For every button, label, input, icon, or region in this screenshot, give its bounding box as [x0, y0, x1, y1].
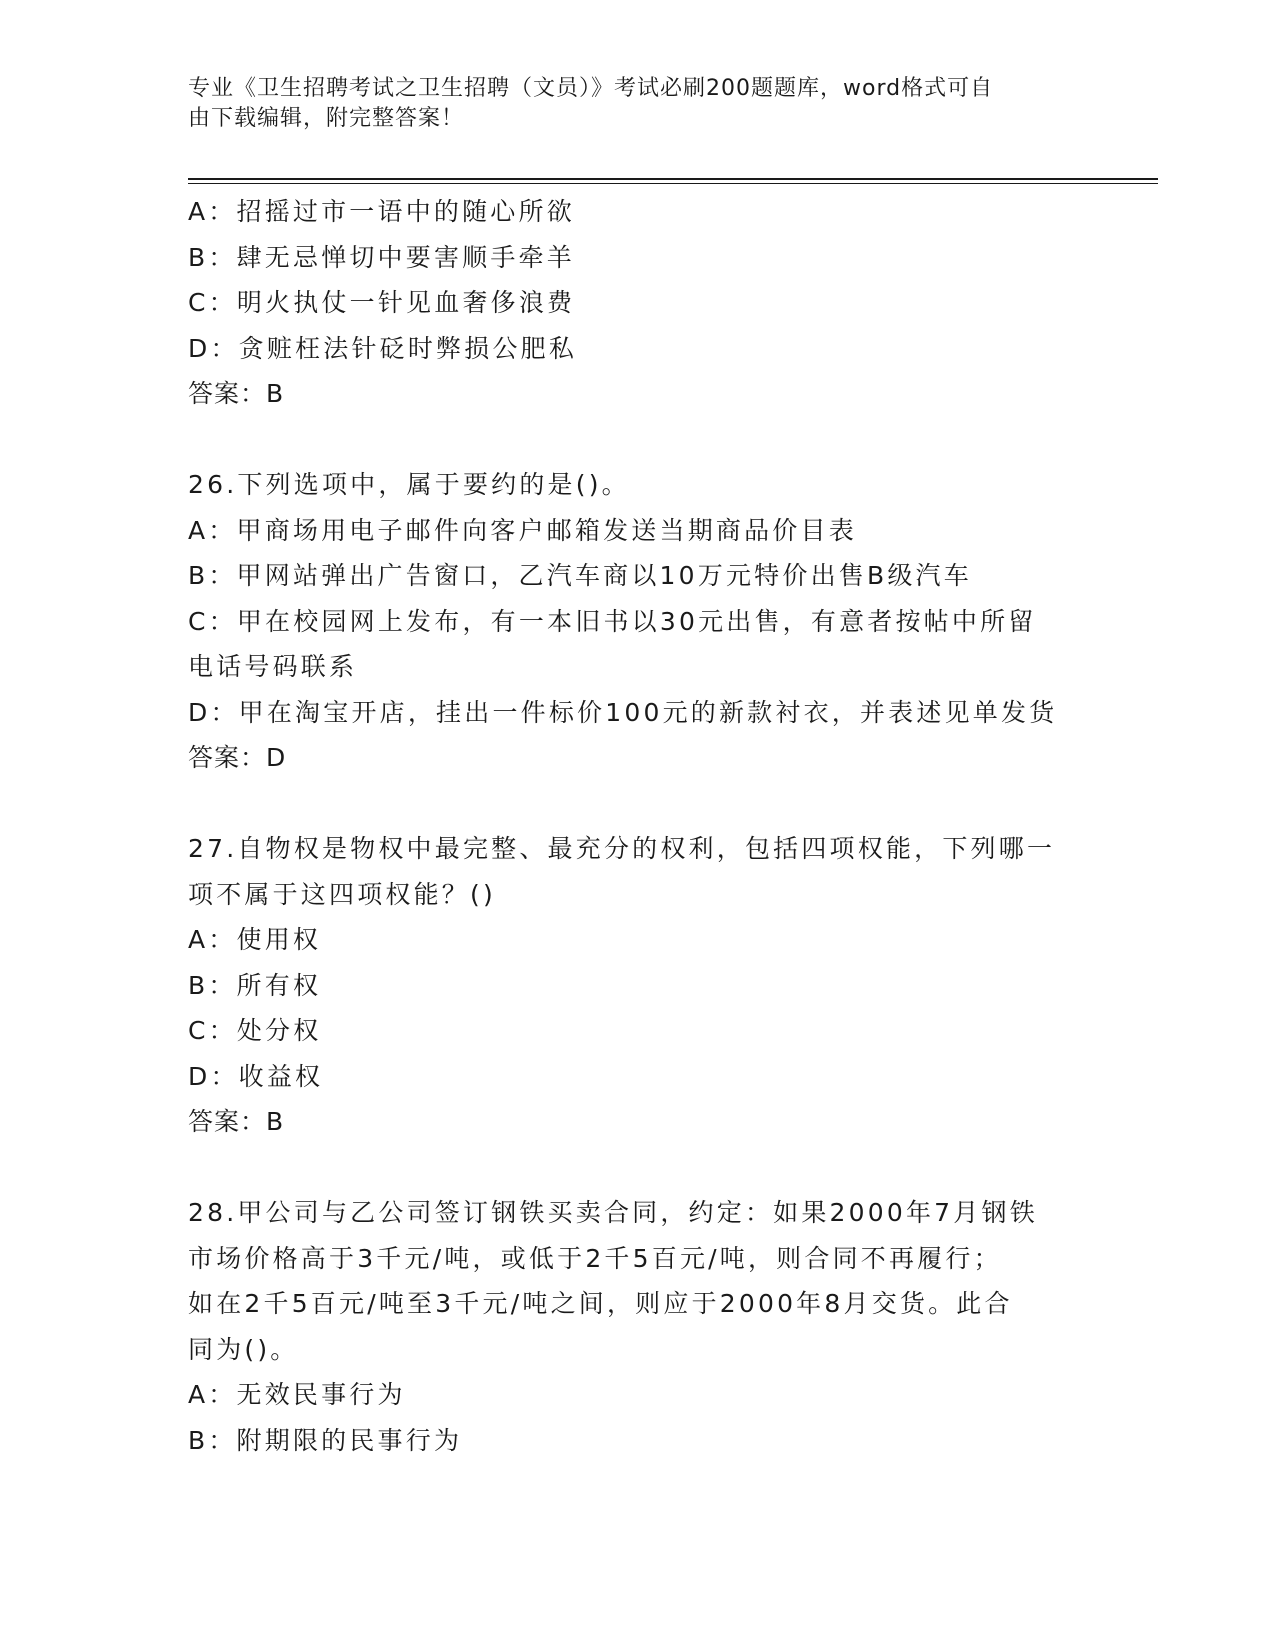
header-divider-thick — [188, 178, 1158, 180]
q27-stem-line-2: 项不属于这四项权能？() — [188, 879, 496, 909]
q28-option-b: B：附期限的民事行为 — [188, 1425, 463, 1455]
q25-option-d: D：贪赃枉法针砭时弊损公肥私 — [188, 333, 578, 363]
q26-option-c-line-1: C：甲在校园网上发布，有一本旧书以30元出售，有意者按帖中所留 — [188, 606, 1037, 636]
q28-stem-line-4: 同为()。 — [188, 1334, 299, 1364]
q28-stem-line-3: 如在2千5百元/吨至3千元/吨之间，则应于2000年8月交货。此合 — [188, 1289, 1013, 1318]
q28-option-a: A：无效民事行为 — [188, 1380, 406, 1409]
q27-option-b: B：所有权 — [188, 970, 322, 1000]
q26-option-c-line-2: 电话号码联系 — [188, 652, 358, 681]
document-header — [188, 74, 1068, 134]
q25-option-c: C：明火执仗一针见血奢侈浪费 — [188, 288, 576, 317]
spacer — [188, 417, 1088, 463]
q26-option-b: B：甲网站弹出广告窗口，乙汽车商以10万元特价出售B级汽车 — [188, 561, 972, 590]
q28-stem-line-1: 28.甲公司与乙公司签订钢铁买卖合同，约定：如果2000年7月钢铁 — [188, 1198, 1038, 1227]
spacer — [188, 1145, 1088, 1191]
q28-stem-line-2: 市场价格高于3千元/吨，或低于2千5百元/吨，则合同不再履行； — [188, 1243, 1002, 1273]
q26-stem: 26.下列选项中，属于要约的是()。 — [188, 470, 630, 499]
q27-option-c: C：处分权 — [188, 1016, 322, 1045]
q25-option-b: B：肆无忌惮切中要害顺手牵羊 — [188, 242, 575, 272]
q27-option-d: D：收益权 — [188, 1061, 324, 1091]
question-content — [188, 189, 1088, 1463]
header-line-2: 由下载编辑，附完整答案！ — [188, 106, 465, 131]
header-line-1: 专业《卫生招聘考试之卫生招聘（文员）》考试必刷200题题库，word格式可自 — [188, 76, 994, 101]
q27-answer: 答案：B — [188, 1107, 285, 1136]
q27-stem-line-1: 27.自物权是物权中最完整、最充分的权利，包括四项权能，下列哪一 — [188, 834, 1056, 863]
q27-option-a: A：使用权 — [188, 925, 322, 954]
q25-option-a: A：招摇过市一语中的随心所欲 — [188, 197, 575, 226]
header-divider-thin — [188, 183, 1158, 184]
q26-option-d: D：甲在淘宝开店，挂出一件标价100元的新款衬衣，并表述见单发货 — [188, 697, 1058, 727]
spacer — [188, 781, 1088, 827]
q26-option-a: A：甲商场用电子邮件向客户邮箱发送当期商品价目表 — [188, 515, 857, 545]
q25-answer: 答案：B — [188, 379, 285, 408]
q26-answer: 答案：D — [188, 743, 287, 772]
